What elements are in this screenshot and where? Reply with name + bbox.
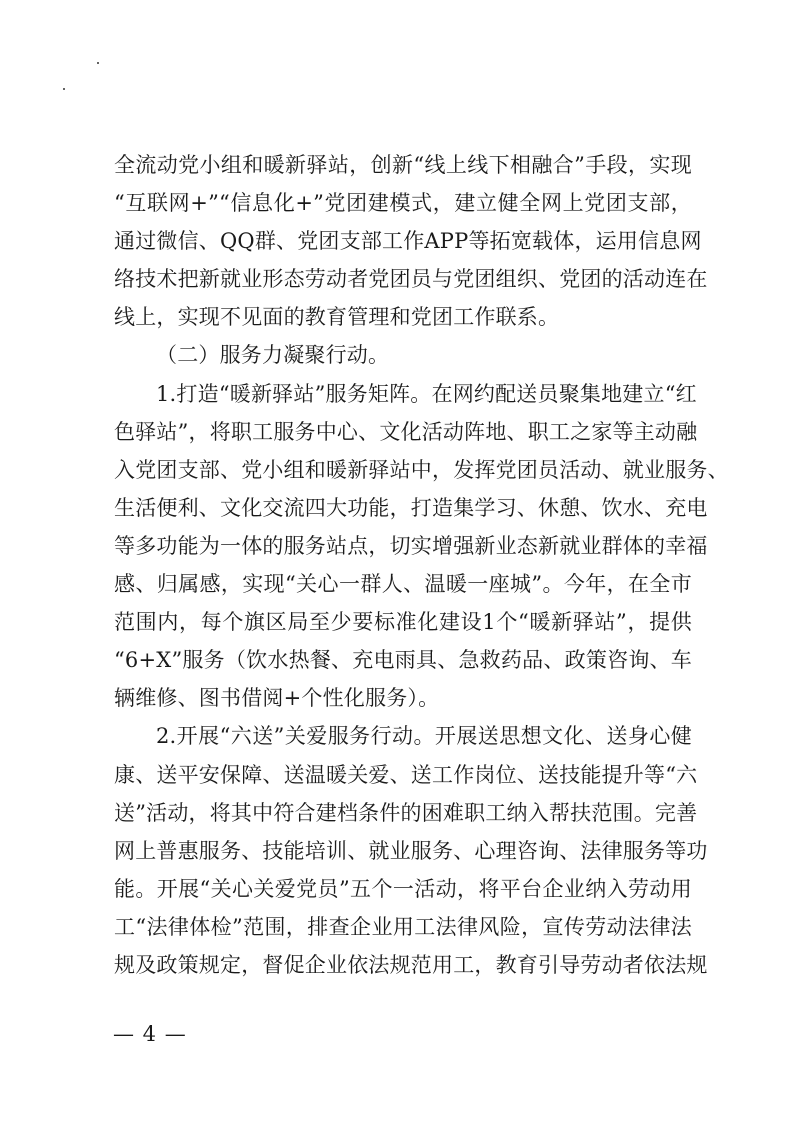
scan-speck [97, 62, 99, 64]
text-line: 色驿站”，将职工服务中心、文化活动阵地、职工之家等主动融 [114, 419, 698, 444]
text-line: 能。开展“关心关爱党员”五个一活动，将平台企业纳入劳动用 [114, 876, 692, 901]
text-line: 生活便利、文化交流四大功能，打造集学习、休憩、饮水、充电 [114, 495, 708, 520]
text-line: 2.开展“六送”关爱服务行动。开展送思想文化、送身心健 [156, 724, 692, 749]
text-line: 感、归属感，实现“关心一群人、温暖一座城”。今年，在全市 [114, 572, 692, 597]
text-line: 通过微信、QQ群、党团支部工作APP等拓宽载体，运用信息网 [114, 229, 702, 254]
text-line: 入党团支部、党小组和暖新驿站中，发挥党团员活动、就业服务、 [114, 457, 729, 482]
text-line: 络技术把新就业形态劳动者党团员与党团组织、党团的活动连在 [114, 267, 708, 292]
page-number: — 4 — [113, 1022, 187, 1046]
body-text [114, 146, 729, 984]
text-line: 线上，实现不见面的教育管理和党团工作联系。 [114, 305, 560, 330]
text-line: 全流动党小组和暖新驿站，创新“线上线下相融合”手段，实现 [114, 153, 692, 177]
text-line: 范围内，每个旗区局至少要标准化建设1个“暖新驿站”，提供 [114, 610, 692, 635]
text-line: “互联网+”“信息化+”党团建模式，建立健全网上党团支部， [114, 191, 692, 216]
text-line: “6+X”服务（饮水热餐、充电雨具、急救药品、政策咨询、车 [114, 648, 692, 673]
text-line: 辆维修、图书借阅+个性化服务）。 [114, 686, 440, 711]
text-line: 工“法律体检”范围，排查企业用工法律风险，宣传劳动法律法 [114, 914, 692, 939]
scan-speck [63, 88, 65, 90]
section-heading: （二）服务力凝聚行动。 [156, 343, 390, 368]
text-line: 等多功能为一体的服务站点，切实增强新业态新就业群体的幸福 [114, 533, 708, 558]
text-line: 规及政策规定，督促企业依法规范用工，教育引导劳动者依法规 [114, 952, 708, 977]
text-line: 网上普惠服务、技能培训、就业服务、心理咨询、法律服务等功 [114, 838, 708, 863]
text-line: 送”活动，将其中符合建档条件的困难职工纳入帮扶范围。完善 [114, 800, 698, 825]
text-line: 康、送平安保障、送温暖关爱、送工作岗位、送技能提升等“六 [114, 762, 698, 787]
text-line: 1.打造“暖新驿站”服务矩阵。在网约配送员聚集地建立“红 [156, 381, 697, 406]
